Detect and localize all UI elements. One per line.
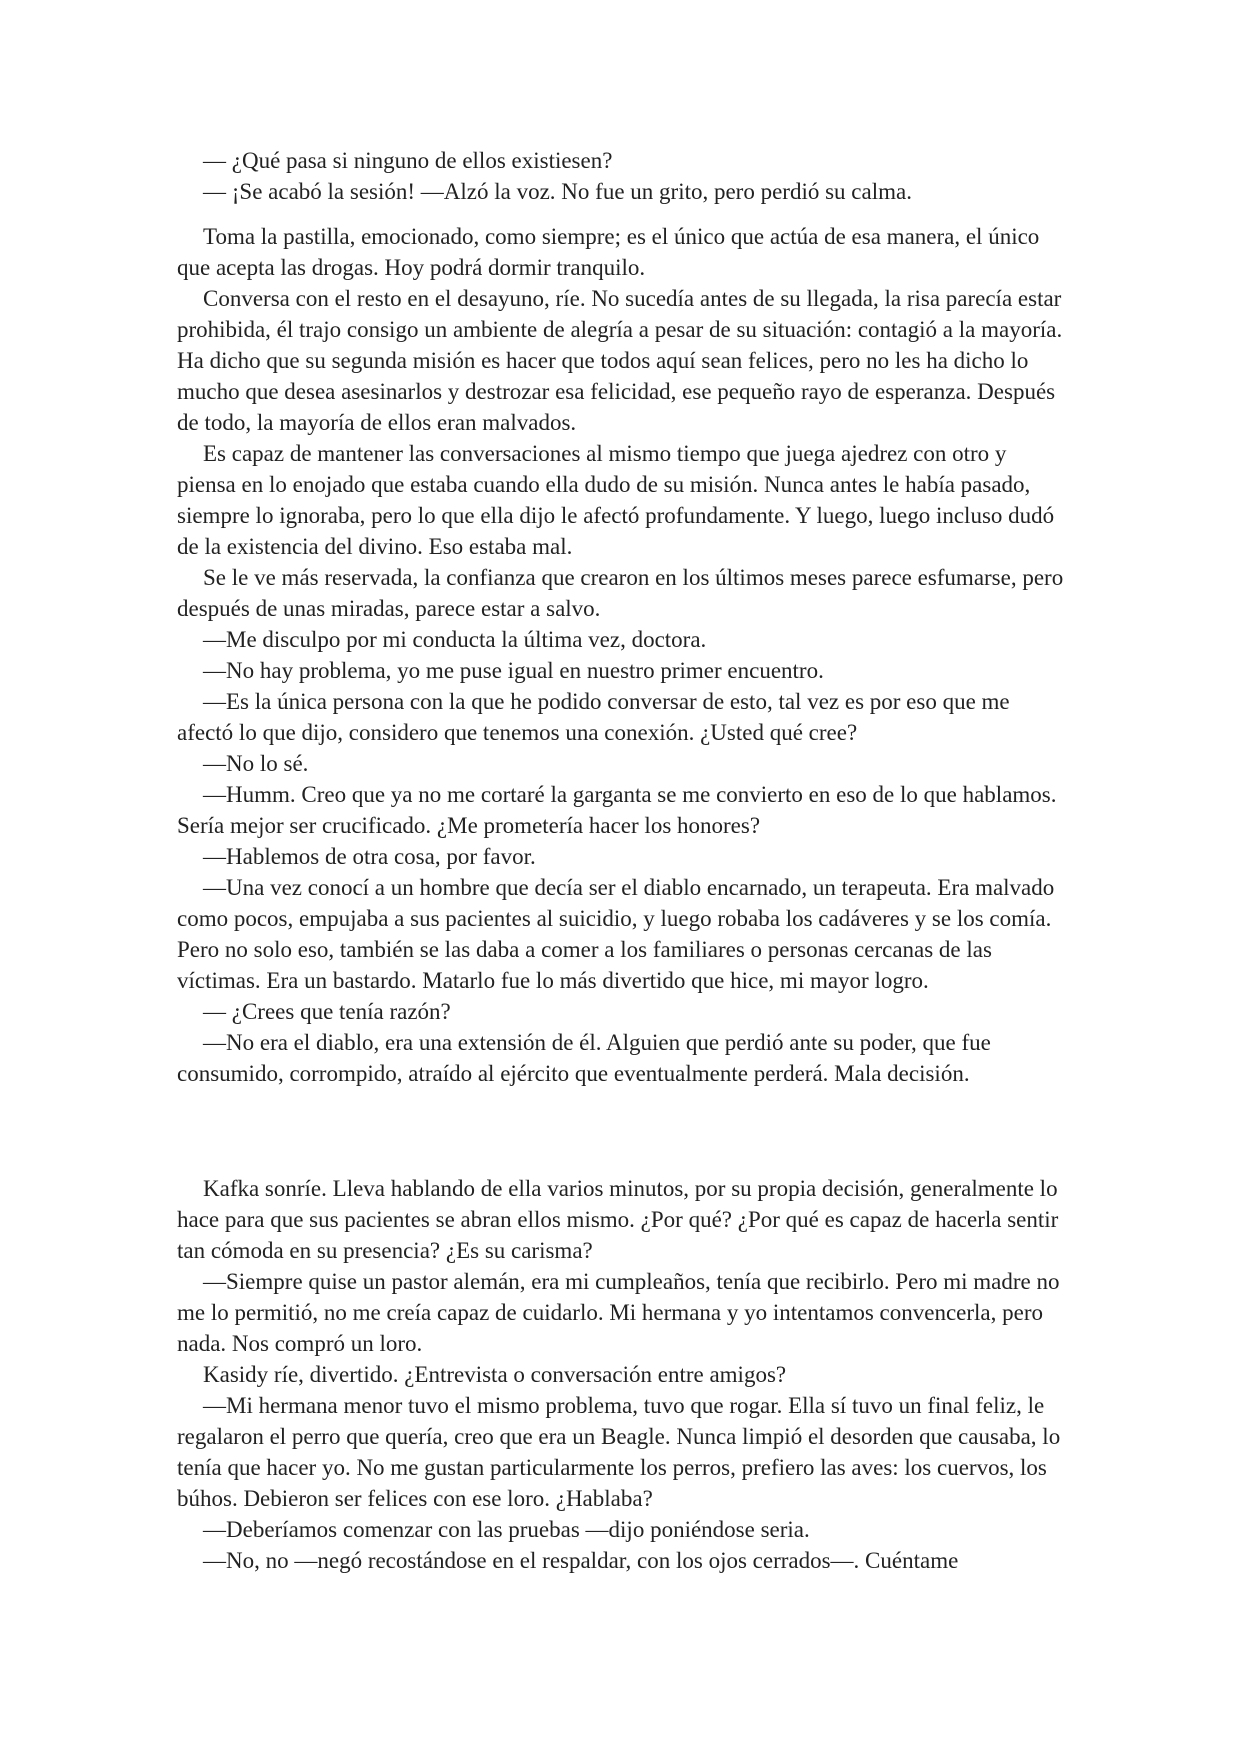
paragraph: — ¿Qué pasa si ninguno de ellos existiesen? bbox=[203, 148, 613, 173]
paragraph: —Siempre quise un pastor alemán, era mi cumpleaños, tenía que recibirlo. Pero mi madre no me lo permitió, no me creía capaz de cuidarlo. Mi hermana y yo intentamos convencerla, pero nada. Nos compró un loro. bbox=[177, 1269, 1060, 1356]
paragraph: —Mi hermana menor tuvo el mismo problema, tuvo que rogar. Ella sí tuvo un final feliz, le regalaron el perro que quería, creo que era un Beagle. Nunca limpió el desorden que causaba, lo tenía que hacer yo. No me gustan particularmente los perros, prefiero las aves: los cuervos, los búhos. Debieron ser felices con ese loro. ¿Hablaba? bbox=[177, 1393, 1061, 1511]
section-dialogue-end bbox=[177, 145, 1065, 207]
section-break bbox=[177, 1089, 1065, 1173]
paragraph: —No era el diablo, era una extensión de él. Alguien que perdió ante su poder, que fue consumido, corrompido, atraído al ejército que eventualmente perderá. Mala decisión. bbox=[177, 1030, 991, 1086]
section-breakfast bbox=[177, 221, 1065, 1089]
paragraph-gap bbox=[177, 207, 1065, 221]
paragraph: —Deberíamos comenzar con las pruebas —dijo poniéndose seria. bbox=[203, 1517, 810, 1542]
paragraph: —Me disculpo por mi conducta la última vez, doctora. bbox=[203, 627, 707, 652]
paragraph: Toma la pastilla, emocionado, como siempre; es el único que actúa de esa manera, el único que acepta las drogas. Hoy podrá dormir tranquilo. bbox=[177, 224, 1040, 280]
paragraph: Es capaz de mantener las conversaciones al mismo tiempo que juega ajedrez con otro y piensa en lo enojado que estaba cuando ella dudo de su misión. Nunca antes le había pasado, siempre lo ignoraba, pero lo que ella dijo le afectó profundamente. Y luego, luego incluso dudó de la existencia del divino. Eso estaba mal. bbox=[177, 441, 1055, 559]
paragraph: Kasidy ríe, divertido. ¿Entrevista o conversación entre amigos? bbox=[203, 1362, 787, 1387]
paragraph: Se le ve más reservada, la confianza que crearon en los últimos meses parece esfumarse, pero después de unas miradas, parece estar a salvo. bbox=[177, 565, 1064, 621]
paragraph: —Es la única persona con la que he podido conversar de esto, tal vez es por eso que me afectó lo que dijo, considero que tenemos una conexión. ¿Usted qué cree? bbox=[177, 689, 1010, 745]
paragraph: — ¿Crees que tenía razón? bbox=[203, 999, 451, 1024]
paragraph: Conversa con el resto en el desayuno, ríe. No sucedía antes de su llegada, la risa parecía estar prohibida, él trajo consigo un ambiente de alegría a pesar de su situación: contagió a la mayoría. Ha dicho que su segunda misión es hacer que todos aquí sean felices, pero no les ha dicho lo mucho que desea asesinarlos y destrozar esa felicidad, ese pequeño rayo de esperanza. Después de todo, la mayoría de ellos eran malvados. bbox=[177, 286, 1063, 435]
paragraph: —No hay problema, yo me puse igual en nuestro primer encuentro. bbox=[203, 658, 824, 683]
paragraph: — ¡Se acabó la sesión! —Alzó la voz. No fue un grito, pero perdió su calma. bbox=[203, 179, 912, 204]
paragraph: Kafka sonríe. Lleva hablando de ella varios minutos, por su propia decisión, generalmente lo hace para que sus pacientes se abran ellos mismo. ¿Por qué? ¿Por qué es capaz de hacerla sentir tan cómoda en su presencia? ¿Es su carisma? bbox=[177, 1176, 1059, 1263]
section-kafka bbox=[177, 1173, 1065, 1576]
paragraph: —Una vez conocí a un hombre que decía ser el diablo encarnado, un terapeuta. Era malvado como pocos, empujaba a sus pacientes al suicidio, y luego robaba los cadáveres y se los comía. Pero no solo eso, también se las daba a comer a los familiares o personas cercanas de las víctimas. Era un bastardo. Matarlo fue lo más divertido que hice, mi mayor logro. bbox=[177, 875, 1055, 993]
paragraph: —No lo sé. bbox=[203, 751, 309, 776]
paragraph: —Hablemos de otra cosa, por favor. bbox=[203, 844, 536, 869]
document-page bbox=[177, 145, 1065, 1576]
paragraph: —Humm. Creo que ya no me cortaré la garganta se me convierto en eso de lo que hablamos. Sería mejor ser crucificado. ¿Me prometería hacer los honores? bbox=[177, 782, 1057, 838]
paragraph: —No, no —negó recostándose en el respaldar, con los ojos cerrados—. Cuéntame bbox=[203, 1548, 959, 1573]
